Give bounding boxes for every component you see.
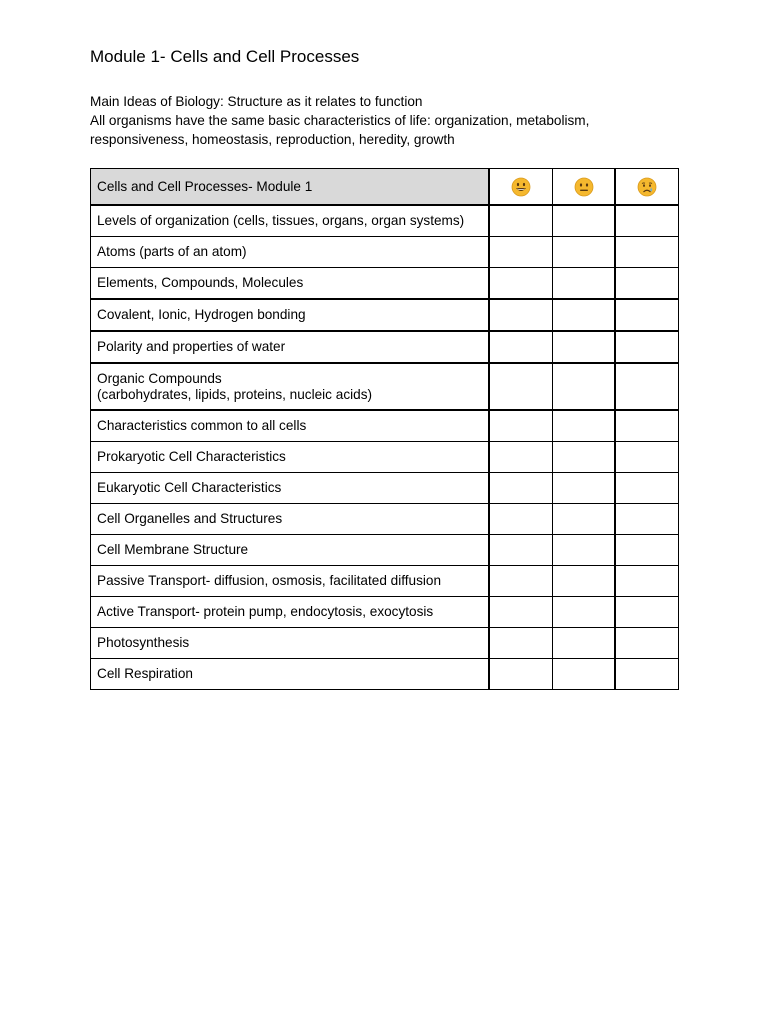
topic-cell: Cell Membrane Structure [91,535,490,566]
table-row [91,299,679,331]
rating-cell-neutral[interactable] [552,597,615,628]
topic-cell: Characteristics common to all cells [91,410,490,442]
rating-cell-happy[interactable] [489,597,552,628]
rating-cell-happy[interactable] [489,205,552,237]
rating-cell-sad[interactable] [615,268,678,300]
table-row [91,597,679,628]
table-row [91,363,679,410]
rating-cell-happy[interactable] [489,473,552,504]
rating-cell-sad[interactable] [615,597,678,628]
rating-cell-neutral[interactable] [552,410,615,442]
rating-cell-neutral[interactable] [552,237,615,268]
table-row [91,205,679,237]
rating-cell-neutral[interactable] [552,363,615,410]
rating-cell-sad[interactable] [615,442,678,473]
table-row [91,659,679,690]
rating-cell-sad[interactable] [615,363,678,410]
rating-header-neutral [552,169,615,206]
rating-cell-happy[interactable] [489,331,552,363]
rating-cell-happy[interactable] [489,299,552,331]
rating-cell-neutral[interactable] [552,659,615,690]
rating-cell-sad[interactable] [615,659,678,690]
rating-header-sad [615,169,678,206]
rating-cell-happy[interactable] [489,410,552,442]
topic-cell: Cell Organelles and Structures [91,504,490,535]
rating-cell-neutral[interactable] [552,504,615,535]
topic-cell: Active Transport- protein pump, endocytosis, exocytosis [91,597,490,628]
rating-cell-happy[interactable] [489,237,552,268]
page-title: Module 1- Cells and Cell Processes [90,47,360,66]
rating-cell-neutral[interactable] [552,268,615,300]
topic-cell: Cell Respiration [91,659,490,690]
topic-cell: Elements, Compounds, Molecules [91,268,490,300]
rating-cell-sad[interactable] [615,410,678,442]
crying-face-icon [637,177,657,197]
table-row [91,237,679,268]
rating-cell-happy[interactable] [489,566,552,597]
rating-cell-happy[interactable] [489,363,552,410]
table-row [91,473,679,504]
rating-cell-neutral[interactable] [552,535,615,566]
rating-cell-neutral[interactable] [552,331,615,363]
neutral-face-icon [574,177,594,197]
rating-cell-neutral[interactable] [552,442,615,473]
table-row [91,566,679,597]
topic-cell [91,363,490,410]
rating-cell-happy[interactable] [489,659,552,690]
rating-cell-sad[interactable] [615,535,678,566]
topic-cell: Polarity and properties of water [91,331,490,363]
table-header-label: Cells and Cell Processes- Module 1 [91,169,490,206]
characteristics-line: All organisms have the same basic characteristics of life: organization, metabolism, responsiveness, homeostasis, reproduction, heredity, growth [90,113,590,147]
rating-cell-sad[interactable] [615,566,678,597]
topic-line-detail: (carbohydrates, lipids, proteins, nucleic acids) [97,386,373,402]
rating-cell-happy[interactable] [489,442,552,473]
table-header-row [91,169,679,206]
topic-line: Organic Compounds [97,370,222,386]
rating-cell-happy[interactable] [489,535,552,566]
table-row [91,410,679,442]
topic-cell: Passive Transport- diffusion, osmosis, facilitated diffusion [91,566,490,597]
table-row [91,442,679,473]
topic-cell: Covalent, Ionic, Hydrogen bonding [91,299,490,331]
topic-cell: Prokaryotic Cell Characteristics [91,442,490,473]
topic-cell: Eukaryotic Cell Characteristics [91,473,490,504]
rating-cell-happy[interactable] [489,268,552,300]
table-row [91,268,679,300]
rating-cell-sad[interactable] [615,473,678,504]
main-ideas-line: Main Ideas of Biology: Structure as it relates to function [90,94,423,109]
rating-cell-sad[interactable] [615,237,678,268]
rating-cell-sad[interactable] [615,299,678,331]
table-row [91,535,679,566]
rating-cell-happy[interactable] [489,504,552,535]
rating-cell-sad[interactable] [615,628,678,659]
topic-cell: Atoms (parts of an atom) [91,237,490,268]
rating-cell-neutral[interactable] [552,299,615,331]
rating-header-happy [489,169,552,206]
rating-cell-sad[interactable] [615,331,678,363]
rating-cell-neutral[interactable] [552,566,615,597]
rating-cell-sad[interactable] [615,205,678,237]
smiling-face-icon [511,177,531,197]
topic-cell: Levels of organization (cells, tissues, organs, organ systems) [91,205,490,237]
intro-text [90,92,690,149]
self-assessment-table [90,168,679,690]
rating-cell-sad[interactable] [615,504,678,535]
table-row [91,504,679,535]
rating-cell-neutral[interactable] [552,473,615,504]
topic-cell: Photosynthesis [91,628,490,659]
table-row [91,331,679,363]
rating-cell-neutral[interactable] [552,205,615,237]
table-row [91,628,679,659]
rating-cell-neutral[interactable] [552,628,615,659]
rating-cell-happy[interactable] [489,628,552,659]
